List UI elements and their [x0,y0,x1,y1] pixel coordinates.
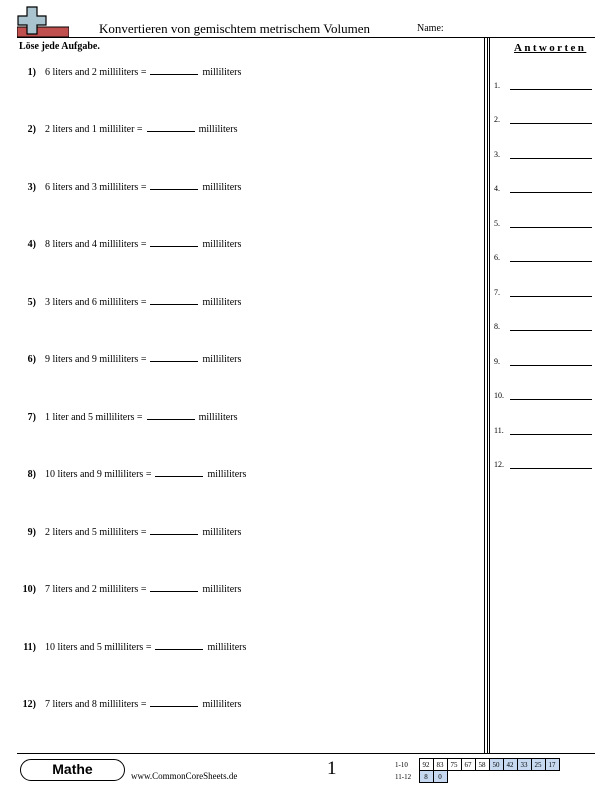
problem-unit: milliliters [207,642,247,653]
problem-unit: milliliters [207,469,247,480]
problem-number: 1) [27,67,36,78]
problem-number: 12) [22,699,36,710]
answer-label: 7. [494,288,500,297]
problem-unit: milliliters [202,297,242,308]
answer-blank[interactable] [155,467,203,477]
answer-line [510,365,592,366]
problem-text: 7 liters and 2 milliliters = [45,584,147,595]
problem-3 [16,180,241,196]
score-row-label: 11-12 [395,772,412,781]
answer-slot[interactable] [494,388,594,402]
score-cell-empty [461,771,475,783]
answer-label: 3. [494,150,500,159]
answer-blank[interactable] [147,122,195,132]
answer-line [510,123,592,124]
answer-column-divider [487,38,488,754]
score-cell-empty [447,771,461,783]
answer-label: 1. [494,81,500,90]
answer-slot[interactable] [494,216,594,230]
problem-8 [16,467,246,483]
problem-number: 2) [27,124,36,135]
answer-label: 8. [494,322,500,331]
score-cell-empty [517,771,531,783]
answer-blank[interactable] [150,65,198,75]
problem-text: 1 liter and 5 milliliters = [45,412,143,423]
answer-line [510,89,592,90]
problem-number: 7) [27,412,36,423]
problem-unit: milliliters [202,584,242,595]
problem-unit: milliliters [198,412,238,423]
answer-line [510,468,592,469]
problem-10 [16,582,241,598]
name-label: Name: [417,23,444,34]
problem-12 [16,697,241,713]
answer-slot[interactable] [494,78,594,92]
answer-line [510,158,592,159]
score-cell: 58 [475,759,489,771]
problem-text: 9 liters and 9 milliliters = [45,354,147,365]
page-number: 1 [327,758,337,779]
problem-number: 11) [23,642,36,653]
problem-text: 3 liters and 6 milliliters = [45,297,147,308]
answer-label: 10. [494,391,504,400]
answer-line [510,296,592,297]
score-cell: 0 [433,771,447,783]
answer-blank[interactable] [150,237,198,247]
score-row [395,759,559,771]
website-link[interactable]: www.CommonCoreSheets.de [131,771,238,781]
answer-slot[interactable] [494,354,594,368]
answer-column-divider [484,38,485,754]
score-cell: 25 [531,759,545,771]
problem-text: 10 liters and 5 milliliters = [45,642,152,653]
score-cell: 17 [545,759,559,771]
problem-unit: milliliters [202,699,242,710]
score-row-label: 1-10 [395,760,408,769]
score-cell-empty [531,771,545,783]
answer-line [510,434,592,435]
answer-slot[interactable] [494,423,594,437]
answer-slot[interactable] [494,250,594,264]
problem-number: 9) [27,527,36,538]
score-table [395,758,560,783]
score-cell: 83 [433,759,447,771]
score-cell-empty [475,771,489,783]
problem-unit: milliliters [202,182,242,193]
answer-slot[interactable] [494,319,594,333]
problem-unit: milliliters [202,354,242,365]
answers-heading: Antworten [514,42,587,54]
answer-label: 2. [494,115,500,124]
problem-11 [16,640,246,656]
score-cell: 8 [419,771,433,783]
page-title: Konvertieren von gemischtem metrischem Volumen [99,21,371,36]
problem-number: 4) [27,239,36,250]
answer-line [510,330,592,331]
plus-logo-icon [17,5,69,37]
problem-text: 2 liters and 5 milliliters = [45,527,147,538]
answer-slot[interactable] [494,112,594,126]
score-cell: 33 [517,759,531,771]
problem-number: 8) [27,469,36,480]
problem-text: 10 liters and 9 milliliters = [45,469,152,480]
problem-unit: milliliters [202,67,242,78]
problem-text: 6 liters and 3 milliliters = [45,182,147,193]
score-cell: 67 [461,759,475,771]
problem-text: 6 liters and 2 milliliters = [45,67,147,78]
score-cell: 50 [489,759,503,771]
problem-number: 3) [27,182,36,193]
answer-blank[interactable] [150,582,198,592]
answer-line [510,261,592,262]
problem-9 [16,525,241,541]
answer-blank[interactable] [150,525,198,535]
problem-unit: milliliters [198,124,238,135]
answer-blank[interactable] [147,410,195,420]
answer-label: 9. [494,357,500,366]
score-row [395,771,559,783]
problem-4 [16,237,241,253]
answer-slot[interactable] [494,181,594,195]
answer-blank[interactable] [150,352,198,362]
problem-number: 5) [27,297,36,308]
footer-divider [17,753,595,754]
answer-slot[interactable] [494,457,594,471]
answer-line [510,227,592,228]
answer-label: 4. [494,184,500,193]
score-cell: 42 [503,759,517,771]
header-divider [17,37,595,38]
score-cell-empty [545,771,559,783]
problem-number: 6) [27,354,36,365]
problem-7 [16,410,237,426]
score-cell: 75 [447,759,461,771]
problem-unit: milliliters [202,239,242,250]
instructions: Löse jede Aufgabe. [19,41,100,52]
answer-slot[interactable] [494,147,594,161]
problem-6 [16,352,241,368]
answer-line [510,399,592,400]
problem-text: 7 liters and 8 milliliters = [45,699,147,710]
answer-label: 6. [494,253,500,262]
problem-5 [16,295,241,311]
score-cell: 92 [419,759,433,771]
problem-unit: milliliters [202,527,242,538]
problem-text: 2 liters and 1 milliliter = [45,124,143,135]
answer-slot[interactable] [494,285,594,299]
answer-label: 11. [494,426,504,435]
answer-label: 5. [494,219,500,228]
problem-1 [16,65,241,81]
problem-number: 10) [22,584,36,595]
answer-blank[interactable] [150,295,198,305]
score-cell-empty [489,771,503,783]
answer-blank[interactable] [150,697,198,707]
answer-line [510,192,592,193]
problem-text: 8 liters and 4 milliliters = [45,239,147,250]
score-cell-empty [503,771,517,783]
brand-badge: Mathe [20,759,125,781]
answer-blank[interactable] [155,640,203,650]
problem-2 [16,122,237,138]
answer-label: 12. [494,460,504,469]
answer-blank[interactable] [150,180,198,190]
answer-column-divider [489,38,490,754]
